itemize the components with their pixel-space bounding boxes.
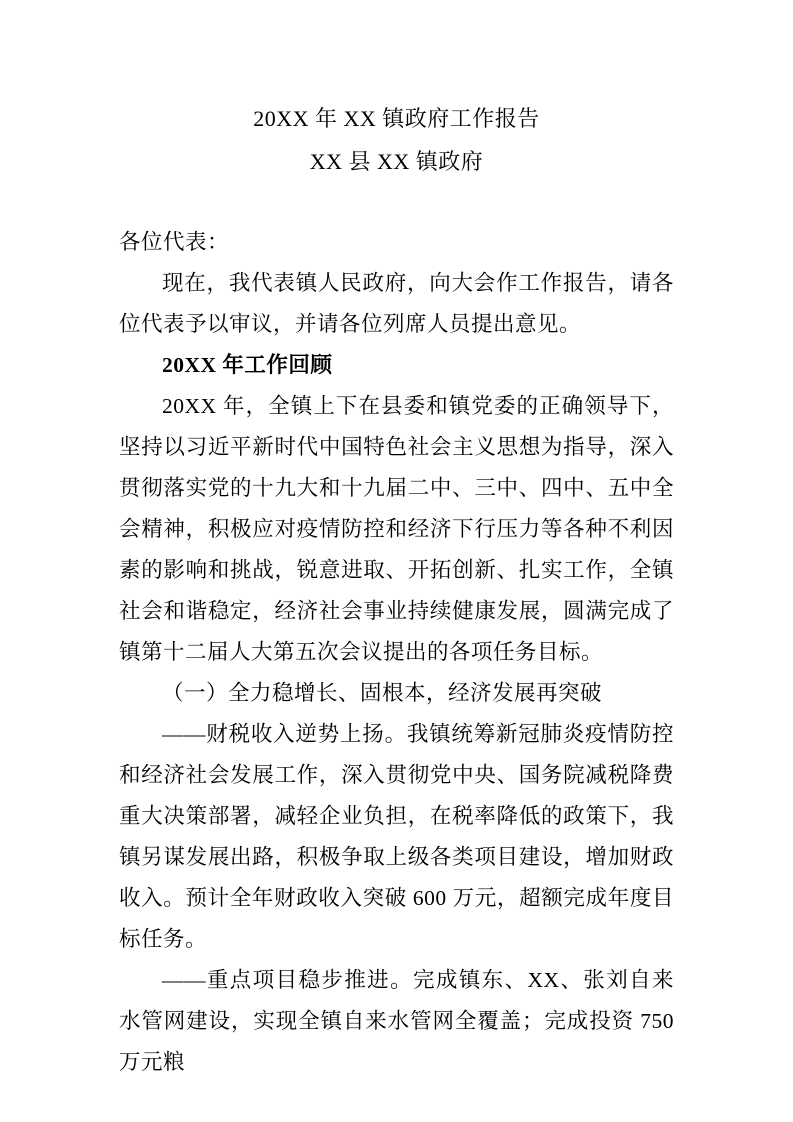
section-heading-year-review: 20XX 年工作回顾 bbox=[162, 353, 333, 377]
paragraph-fiscal-revenue: ——财税收入逆势上扬。我镇统筹新冠肺炎疫情防控和经济社会发展工作，深入贯彻党中央、国务院减税降费重大决策部署，减轻企业负担，在税率降低的政策下，我镇另谋发展出路，积极争取上级各类项目建设，增加财政收入。预计全年财政收入突破 600 万元，超额完成年度目标任务。 bbox=[119, 722, 674, 951]
paragraph-year-overview: 20XX 年，全镇上下在县委和镇党委的正确领导下，坚持以习近平新时代中国特色社会主义思想为指导，深入贯彻落实党的十九大和十九届二中、三中、四中、五中全会精神，积极应对疫情防控和经济下行压力等各种不利因素的影响和挑战，锐意进取、开拓创新、扎实工作，全镇社会和谐稳定，经济社会事业持续健康发展，圆满完成了镇第十二届人大第五次会议提出的各项任务目标。 bbox=[119, 394, 674, 664]
document-title: 20XX 年 XX 镇政府工作报告 bbox=[253, 106, 540, 131]
subsection-heading-economic-growth: （一）全力稳增长、固根本，经济发展再突破 bbox=[162, 681, 603, 705]
paragraph-report-intro: 现在，我代表镇人民政府，向大会作工作报告，请各位代表予以审议，并请各位列席人员提出意见。 bbox=[119, 271, 674, 336]
salutation: 各位代表： bbox=[119, 230, 230, 254]
document-body bbox=[119, 222, 674, 1083]
paragraph-key-projects: ——重点项目稳步推进。完成镇东、XX、张刘自来水管网建设，实现全镇自来水管网全覆盖；完成投资 750 万元粮 bbox=[119, 968, 674, 1074]
document-subtitle: XX 县 XX 镇政府 bbox=[309, 149, 484, 174]
title-block bbox=[119, 97, 674, 183]
